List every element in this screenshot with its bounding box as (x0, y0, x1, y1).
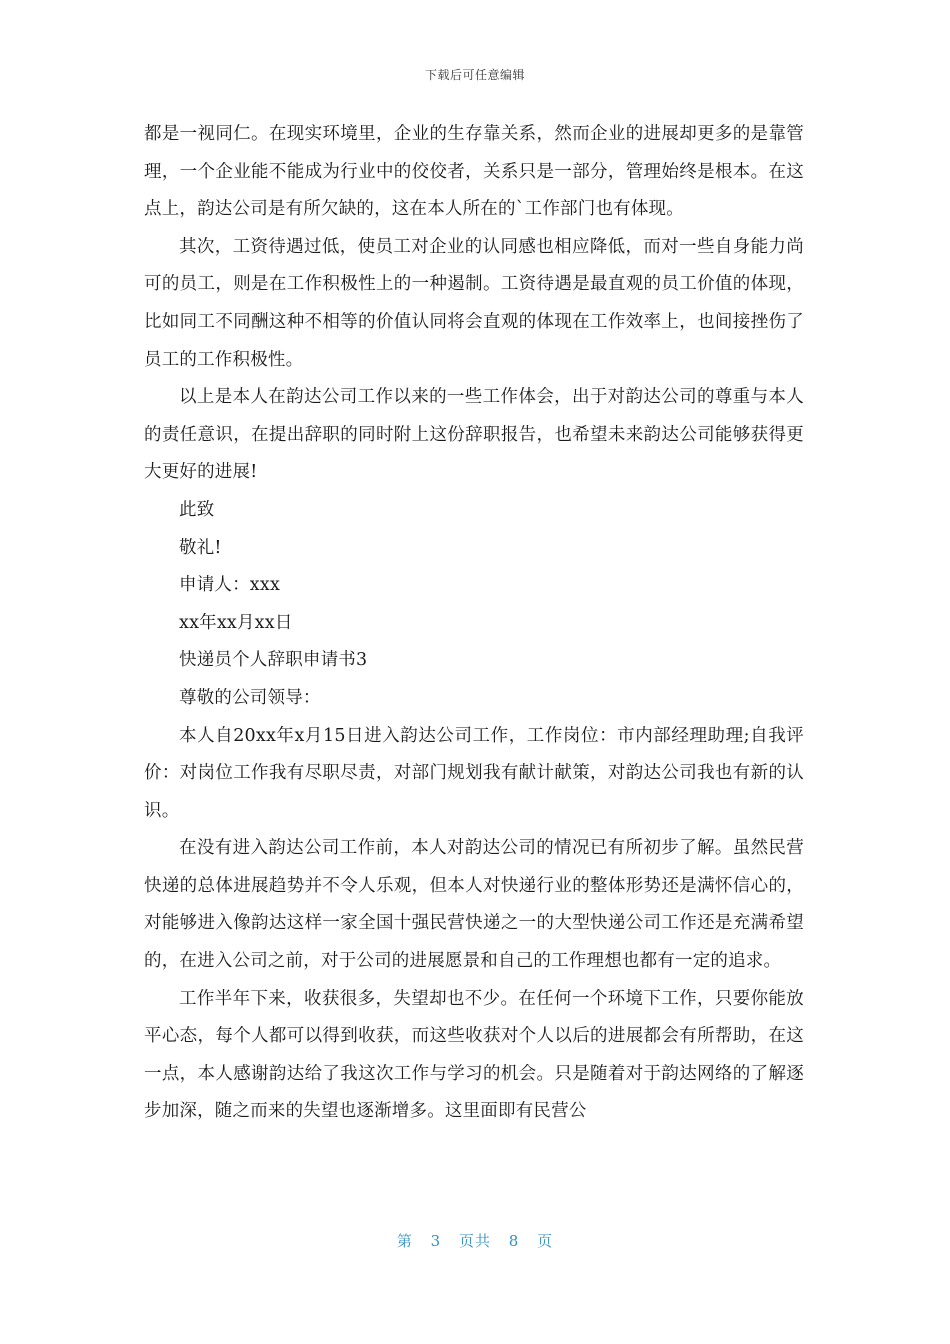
paragraph-background: 在没有进入韵达公司工作前，本人对韵达公司的情况已有所初步了解。虽然民营快递的总体进展趋势并不令人乐观，但本人对快递行业的整体形势还是满怀信心的，对能够进入像韵达这样一家全国十强民营快递之一的大型快递公司工作还是充满希望的，在进入公司之前，对于公司的进展愿景和自己的工作理想也都有一定的追求。 (144, 838, 804, 972)
paragraph-intro: 本人自20xx年x月15日进入韵达公司工作，工作岗位：市内部经理助理;自我评价：对岗位工作我有尽职尽责，对部门规划我有献计献策，对韵达公司我也有新的认识。 (144, 725, 804, 821)
closing-salutation: 此致 (179, 499, 215, 520)
greeting-line: 尊敬的公司领导： (179, 687, 321, 708)
footer-suffix: 页 (537, 1232, 554, 1250)
page-header: 下载后可任意编辑 (424, 68, 525, 82)
date-line: xx年xx月xx日 (179, 612, 293, 633)
footer-middle: 页共 (458, 1232, 491, 1250)
paragraph-3: 以上是本人在韵达公司工作以来的一些工作体会，出于对韵达公司的尊重与本人的责任意识，在提出辞职的同时附上这份辞职报告，也希望未来韵达公司能够获得更大更好的进展! (144, 387, 804, 483)
total-pages-number: 8 (508, 1232, 520, 1250)
closing-regards: 敬礼! (179, 537, 222, 558)
footer-prefix: 第 (396, 1232, 413, 1250)
current-page-number: 3 (430, 1232, 442, 1250)
paragraph-2: 其次，工资待遇过低，使员工对企业的认同感也相应降低，而对一些自身能力尚可的员工，则是在工作积极性上的一种遏制。工资待遇是最直观的员工价值的体现，比如同工不同酬这种不相等的价值认同将会直观的体现在工作效率上，也间接挫伤了员工的工作积极性。 (144, 236, 804, 370)
section-title: 快递员个人辞职申请书3 (179, 650, 368, 671)
paragraph-experience: 工作半年下来，收获很多，失望却也不少。在任何一个环境下工作，只要你能放平心态，每个人都可以得到收获，而这些收获对个人以后的进展都会有所帮助，在这一点，本人感谢韵达给了我这次工作与学习的机会。只是随着对于韵达网络的了解逐步加深，随之而来的失望也逐渐增多。这里面即有民营公 (144, 988, 804, 1122)
paragraph-1: 都是一视同仁。在现实环境里，企业的生存靠关系，然而企业的进展却更多的是靠管理，一个企业能不能成为行业中的佼佼者，关系只是一部分，管理始终是根本。在这点上，韵达公司是有所欠缺的，这在本人所在的`工作部门也有体现。 (144, 124, 804, 220)
applicant-line: 申请人：xxx (179, 575, 281, 596)
document-body (144, 116, 804, 1131)
page-footer (0, 1230, 950, 1251)
